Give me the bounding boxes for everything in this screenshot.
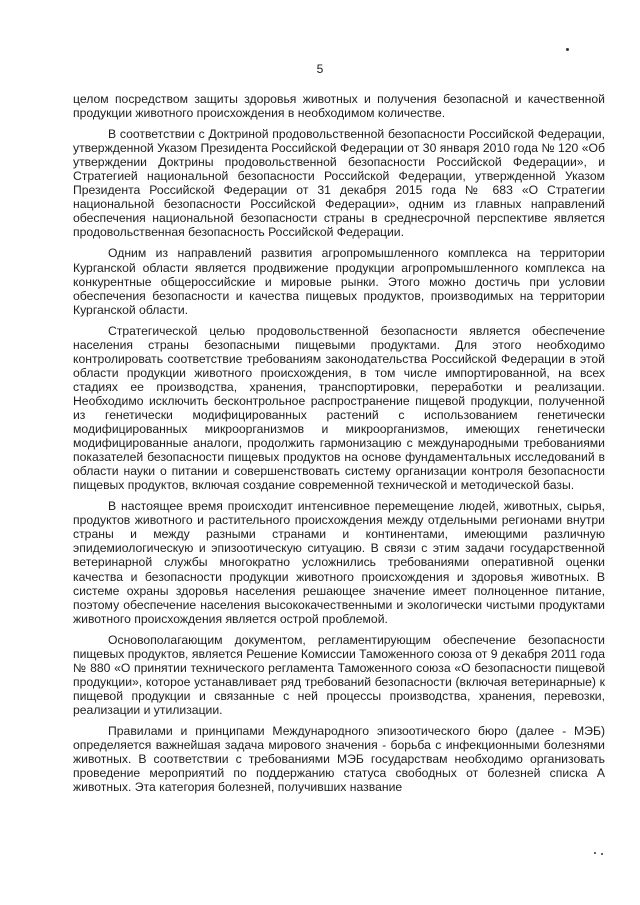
paragraph-2: В соответствии с Доктриной продовольственной безопасности Российской Федерации, утвержденной Указом Президента Российской Федерации от 30 января 2010 года № 120 «Об утверждении Доктрины продовольственной безопасности Российской Федерации», и Стратегией национальной безопасности Российской Федерации, утвержденной Указом Президента Российской Федерации от 31 декабря 2015 года № 683 «О Стратегии национальной безопасности Российской Федерации», одним из главных направлений обеспечения национальной безопасности страны в среднесрочной перспективе является продовольственная безопасность Российской Федерации. [73, 127, 605, 240]
document-body [73, 92, 605, 801]
paragraph-7: Правилами и принципами Международного эпизоотического бюро (далее - МЭБ) определяется важнейшая задача мирового значения - борьба с инфекционными болезнями животных. В соответствии с требованиями МЭБ государствам необходимо организовать проведение мероприятий по поддержанию статуса свободных от болезней списка А животных. Эта категория болезней, получивших название [73, 723, 605, 795]
scan-speck [601, 853, 603, 855]
paragraph-4: Стратегической целью продовольственной безопасности является обеспечение населения страны безопасными пищевыми продуктами. Для этого необходимо контролировать соответствие требованиям законодательства Российской Федерации в этой области продукции животного происхождения, в том числе импортированной, на всех стадиях ее производства, хранения, транспортировки, переработки и реализации. Необходимо исключить бесконтрольное распространение пищевой продукции, полученной из генетически модифицированных растений с использованием генетически модифицированных микроорганизмов и микроорганизмов, имеющих генетически модифицированные аналоги, продолжить гармонизацию с международными требованиями показателей безопасности пищевых продуктов на основе фундаментальных исследований в области науки о питании и совершенствовать систему организации контроля безопасности пищевых продуктов, включая создание современной технической и методической базы. [73, 323, 605, 493]
paragraph-6: Основополагающим документом, регламентирующим обеспечение безопасности пищевых продуктов, является Решение Комиссии Таможенного союза от 9 декабря 2011 года № 880 «О принятии технического регламента Таможенного союза «О безопасности пищевой продукции», которое устанавливает ряд требований безопасности (включая ветеринарные) к пищевой продукции и связанные с ней процессы производства, хранения, перевозки, реализации и утилизации. [73, 632, 605, 717]
paragraph-1: целом посредством защиты здоровья животных и получения безопасной и качественной продукции животного происхождения в необходимом количестве. [73, 92, 605, 121]
paragraph-3: Одним из направлений развития агропромышленного комплекса на территории Курганской области является продвижение продукции агропромышленного комплекса на конкурентные общероссийские и мировые рынки. Этого можно достичь при условии обеспечения безопасности и качества пищевых продуктов, производимых на территории Курганской области. [73, 246, 605, 317]
paragraph-5: В настоящее время происходит интенсивное перемещение людей, животных, сырья, продуктов животного и растительного происхождения между отдельными регионами внутри страны и между разными странами и континентами, имеющими различную эпидемиологическую и эпизоотическую ситуацию. В связи с этим задачи государственной ветеринарной службы многократно усложнились требованиями оперативной оценки качества и безопасности продукции животного происхождения и здоровья животных. В системе охраны здоровья населения решающее значение имеет полноценное питание, поэтому обеспечение населения высококачественными и экологически чистыми продуктами животного происхождения является острой проблемой. [73, 499, 605, 626]
page-number: 5 [316, 62, 324, 76]
scan-speck [566, 48, 569, 51]
scan-speck [594, 852, 596, 854]
